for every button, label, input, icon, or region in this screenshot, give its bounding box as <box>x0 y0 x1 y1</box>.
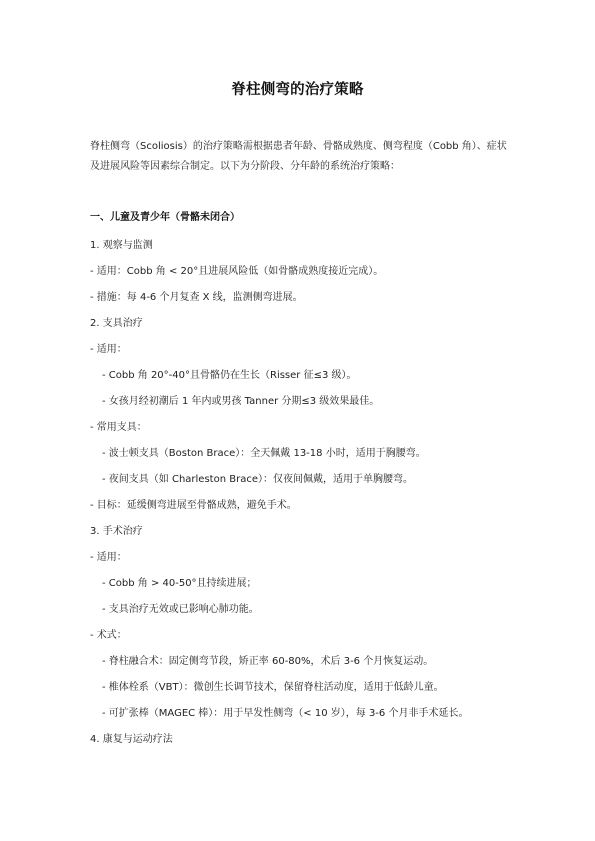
list-item: - Cobb 角 > 40-50°且持续进展； <box>102 578 257 589</box>
list-item: - 女孩月经初潮后 1 年内或男孩 Tanner 分期≤3 级效果最佳。 <box>102 396 380 407</box>
list-item: - 目标：延缓侧弯进展至骨骼成熟，避免手术。 <box>90 500 297 511</box>
list-item-observation: 1. 观察与监测 <box>90 240 153 251</box>
list-item: - 术式： <box>90 630 127 641</box>
list-item-surgery: 3. 手术治疗 <box>90 526 143 537</box>
section-heading: 一、儿童及青少年（骨骼未闭合） <box>90 212 240 223</box>
intro-paragraph: 脊柱侧弯（Scoliosis）的治疗策略需根据患者年龄、骨骼成熟度、侧弯程度（Cobb 角）、症状及进展风险等因素综合制定。以下为分阶段、分年龄的系统治疗策略： <box>90 141 507 172</box>
list-item: - 波士顿支具（Boston Brace）：全天佩戴 13-18 小时，适用于胸腰弯。 <box>102 448 426 459</box>
list-item: - 常用支具： <box>90 422 147 433</box>
list-item: - 适用：Cobb 角 < 20°且进展风险低（如骨骼成熟度接近完成）。 <box>90 266 384 277</box>
list-item: - 适用： <box>90 344 127 355</box>
list-item: - 支具治疗无效或已影响心肺功能。 <box>102 604 259 615</box>
list-item-brace: 2. 支具治疗 <box>90 318 143 329</box>
list-item: - 措施：每 4-6 个月复查 X 线，监测侧弯进展。 <box>90 292 303 303</box>
list-item: - 椎体栓系（VBT）：微创生长调节技术，保留脊柱活动度，适用于低龄儿童。 <box>102 682 444 693</box>
page-title: 脊柱侧弯的治疗策略 <box>231 82 364 98</box>
list-item: - 适用： <box>90 552 127 563</box>
list-item: - 可扩张棒（MAGEC 棒）：用于早发性侧弯（< 10 岁），每 3-6 个月非手术延长。 <box>102 708 469 719</box>
list-item: - 脊柱融合术：固定侧弯节段，矫正率 60-80%，术后 3-6 个月恢复运动。 <box>102 656 434 667</box>
list-item: - 夜间支具（如 Charleston Brace）：仅夜间佩戴，适用于单胸腰弯。 <box>102 474 413 485</box>
list-item: - Cobb 角 20°-40°且骨骼仍在生长（Risser 征≤3 级）。 <box>102 370 357 381</box>
list-item-rehab: 4. 康复与运动疗法 <box>90 734 173 745</box>
